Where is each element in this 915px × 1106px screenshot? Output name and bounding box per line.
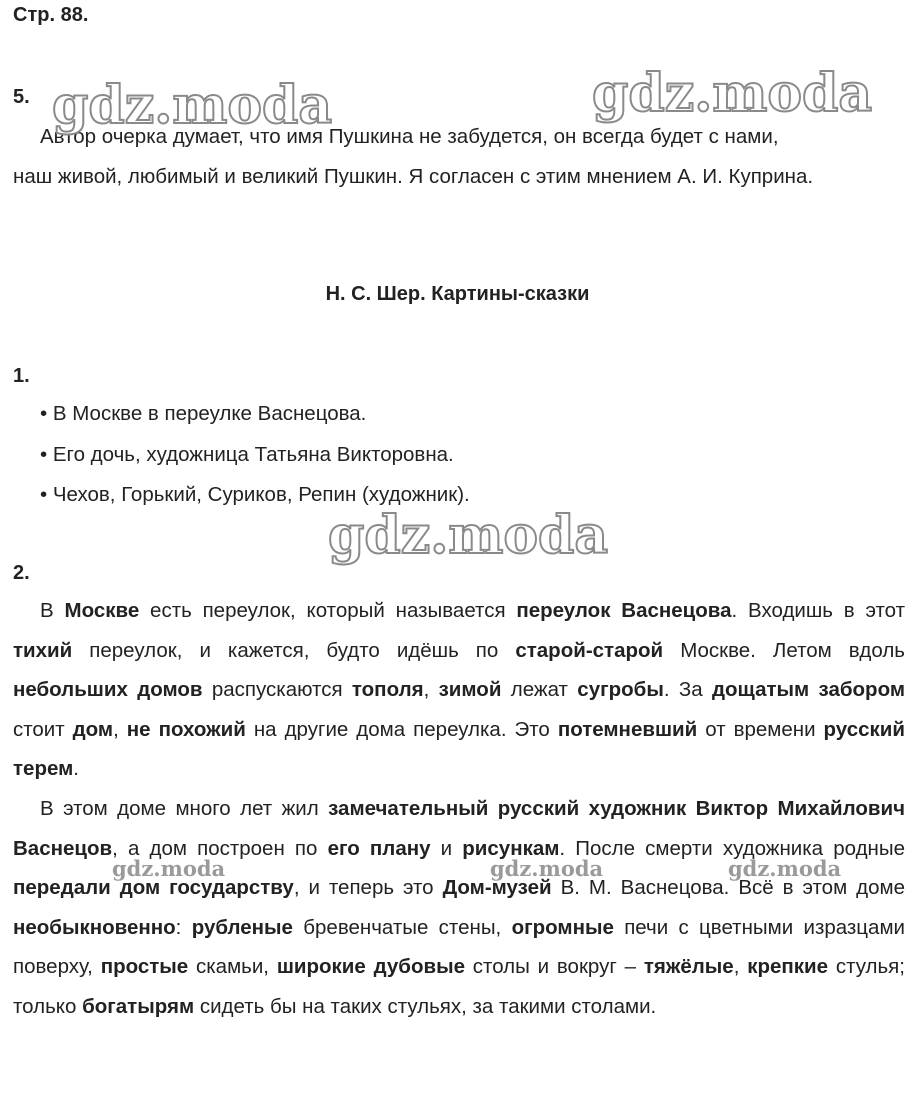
text-run: Москве. Летом вдоль [663,638,905,662]
bold-phrase: тихий [13,638,73,662]
bold-phrase: широкие дубовые [276,955,465,978]
bold-phrase: старой-старой [515,638,664,662]
text-run: стоит [13,717,73,741]
watermark-logo: gdz.moda [592,63,873,124]
text-run: печи с цветными изразцами поверху, [13,915,905,978]
watermark-logo: gdz.moda [490,856,604,881]
text-run: , [113,717,127,741]
question-1-number: 1. [13,365,30,387]
bold-phrase: Москве [64,599,140,622]
question-2-paragraph-1 [13,591,905,789]
text-run: столы и вокруг – [464,955,644,978]
page-label: Стр. 88. [13,4,89,26]
text-run: на другие дома переулка. Это [245,717,558,741]
section-5-line-1: Автор очерка думает, что имя Пушкина не забудется, он всегда будет с нами, [40,125,779,148]
bold-phrase: зимой [438,678,502,701]
bold-phrase: огромные [511,915,614,939]
text-run: . Входишь в этот [731,599,906,622]
text-run: : [175,915,192,939]
bold-phrase: переулок Васнецова [516,599,732,622]
section-5-line-2: наш живой, любимый и великий Пушкин. Я согласен с этим мнением А. И. Куприна. [13,164,814,188]
text-run: переулок, и кажется, будто идёшь по [72,638,516,662]
text-run: есть переулок, который называется [139,599,517,622]
watermark-logo: gdz.moda [728,856,842,881]
text-run: , [733,955,748,978]
watermark-logo: gdz.moda [112,856,226,881]
chapter-title: Н. С. Шер. Картины-сказки [325,283,590,305]
bold-phrase: русский терем [13,717,905,780]
text-run: скамьи, [188,955,277,978]
bold-phrase: крепкие [747,955,829,978]
text-run: В этом доме много лет жил [40,797,329,820]
bold-phrase: дощатым забором [712,678,905,701]
text-run: лежат [501,678,578,701]
text-run: , [423,678,439,701]
text-run: распускаются [202,678,352,701]
text-run: от времени [697,717,824,741]
text-run: , и теперь это [293,876,443,899]
bold-phrase: потемневший [557,717,698,741]
text-run: сидеть бы на таких стульях, за такими столами. [194,994,657,1018]
text-run: . За [663,678,713,701]
watermark-logo: gdz.moda [328,505,609,566]
answer-bullet: • Чехов, Горький, Суриков, Репин (художник). [40,483,470,506]
bold-phrase: передали дом государству [13,876,294,899]
watermark-logo: gdz.moda [52,75,333,136]
text-run: В [40,599,65,622]
answer-bullet: • В Москве в переулке Васнецова. [40,402,367,425]
bold-phrase: богатырям [82,994,195,1018]
bold-phrase: рисункам [462,836,560,860]
bold-phrase: не похожий [126,717,246,741]
text-run: . [73,757,79,780]
bold-phrase: дом [72,717,114,741]
bold-phrase: небольших домов [13,678,203,701]
text-run: В. М. Васнецова. Всё в этом доме [551,876,905,899]
text-run: . После смерти художника родные [559,836,905,860]
bold-phrase: тополя [351,678,424,701]
text-run: и [430,836,463,860]
bold-phrase: сугробы [577,678,664,701]
question-1-answers [40,394,470,516]
text-run: , а дом построен по [112,836,328,860]
bold-phrase: необыкновенно [13,915,176,939]
text-run: бревенчатые стены, [292,915,512,939]
bold-phrase: тяжёлые [643,955,734,978]
bold-phrase: рубленые [191,915,293,939]
text-run: стулья; только [13,955,905,1018]
bold-phrase: Дом-музей [442,876,552,899]
bold-phrase: его плану [327,836,431,860]
question-2-number: 2. [13,562,30,584]
answer-bullet: • Его дочь, художница Татьяна Викторовна. [40,442,454,466]
bold-phrase: простые [100,955,189,978]
section-5-number: 5. [13,86,30,108]
bold-phrase: замечательный русский художник Виктор Михайлович Васнецов [13,797,905,860]
question-2-paragraph-2 [13,789,905,1026]
